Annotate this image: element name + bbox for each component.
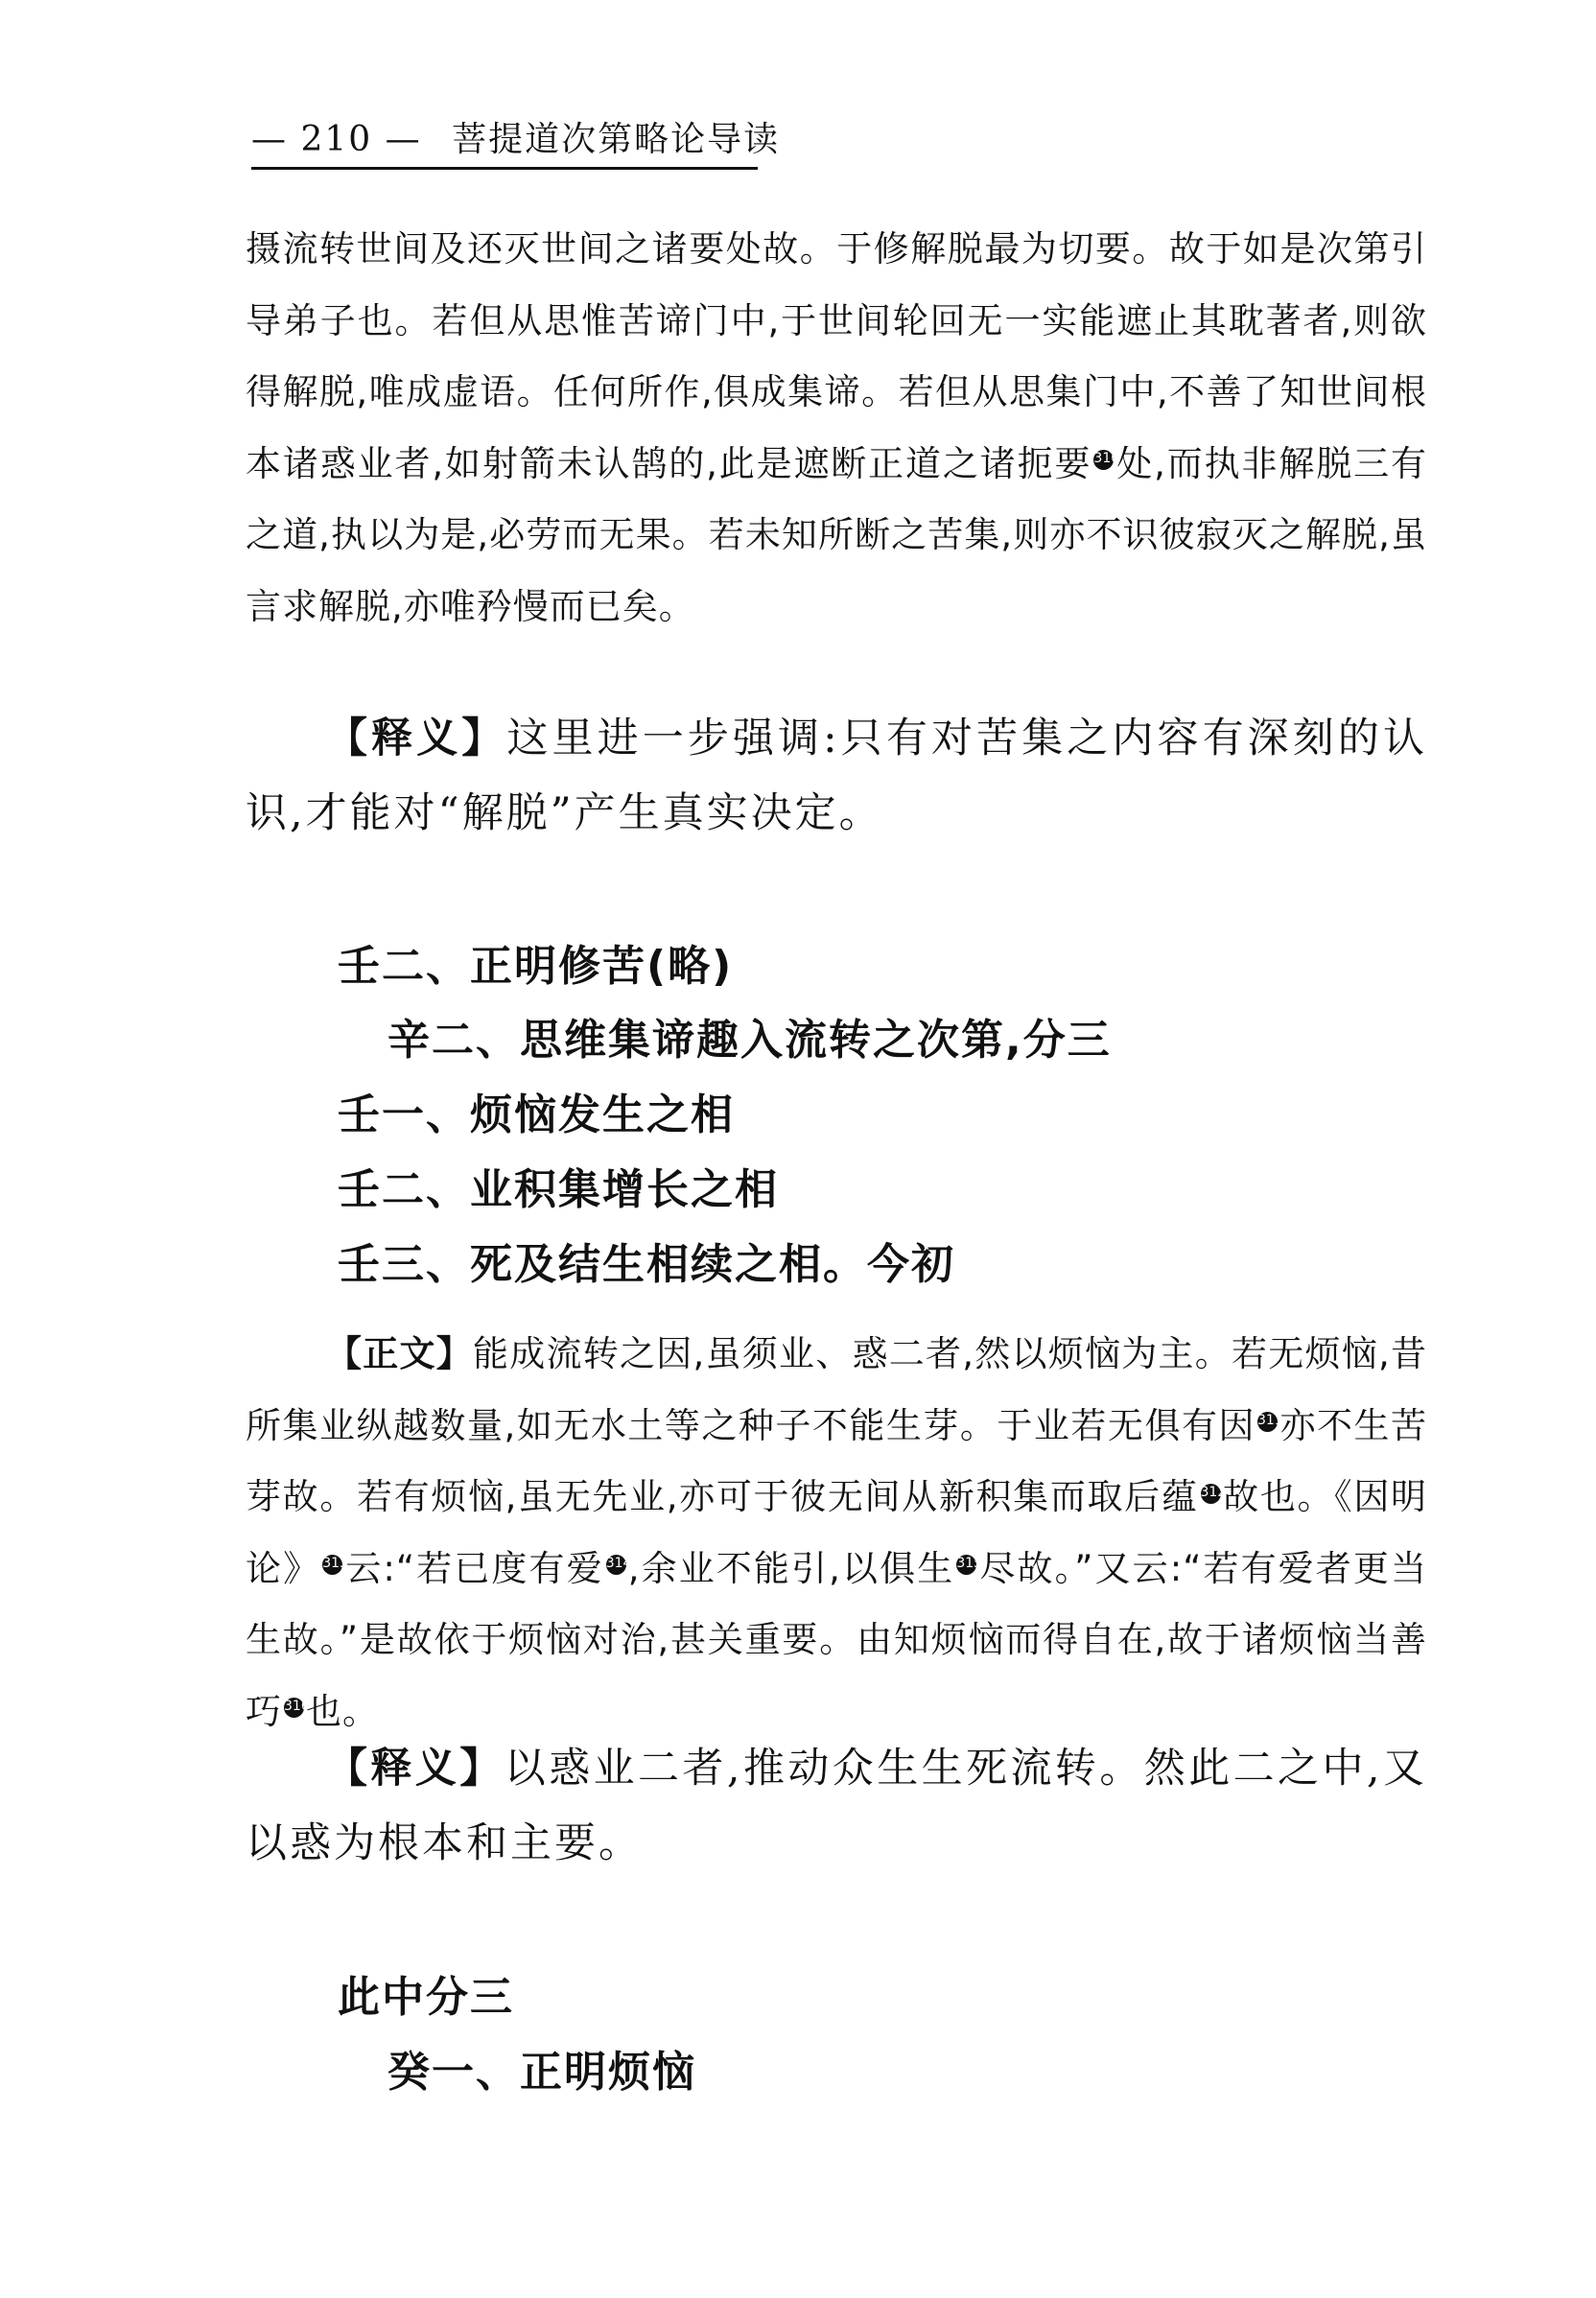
footnote-marker: 313 xyxy=(322,1555,342,1575)
footnote-marker: 316 xyxy=(284,1698,304,1718)
main-text-label: 【正文】 xyxy=(326,1333,473,1374)
page-number: — 210 — xyxy=(251,120,422,159)
commentary-paragraph: 【释义】这里进一步强调:只有对苦集之内容有深刻的认识,才能对“解脱”产生真实决定。 xyxy=(246,715,1427,837)
footnote-marker: 312 xyxy=(1201,1484,1221,1504)
heading-section-split: 此中分三 xyxy=(338,1973,514,2022)
heading-ren-2b: 壬二、业积集增长之相 xyxy=(338,1165,779,1214)
heading-ren-2: 壬二、正明修苦(略) xyxy=(338,942,734,991)
heading-ren-3: 壬三、死及结生相续之相。今初 xyxy=(338,1240,955,1289)
footnote-marker: 311 xyxy=(1257,1412,1278,1432)
footnote-marker: 315 xyxy=(956,1555,976,1575)
footnote-marker: 310 xyxy=(1093,450,1114,470)
heading-xin-2: 辛二、思维集谛趣入流转之次第,分三 xyxy=(387,1016,1112,1065)
commentary-paragraph-2: 【释义】以惑业二者,推动众生生死流转。然此二之中,又以惑为根本和主要。 xyxy=(246,1745,1428,1867)
heading-ren-1: 壬一、烦恼发生之相 xyxy=(338,1090,735,1139)
commentary-label: 【释义】 xyxy=(326,1745,505,1793)
main-text-paragraph: 【正文】能成流转之因,虽须业、惑二者,然以烦恼为主。若无烦恼,昔所集业纵越数量,如无水土等之种子不能生芽。于业若无俱有因 $^{311}$亦不生苦芽故。若有烦恼,虽无先业,亦可于彼无间从新积集而取后蕴 $^{312}$故也。《因明论》 $^{313}$云:“若已度有爱 $^{314}$,余业不能引,以俱生 $^{315}$尽故。”又云:“若有爱者更当生故。”是故依于烦恼对治,甚关重要。由知烦恼而得自在,故于诸烦恼当善巧 $^{316}$也。 xyxy=(246,1333,1427,1732)
main-text-continued: 摄流转世间及还灭世间之诸要处故。于修解脱最为切要。故于如是次第引导弟子也。若但从思惟苦谛门中,于世间轮回无一实能遮止其耽著者,则欲得解脱,唯成虚语。任何所作,俱成集谛。若但从思集门中,不善了知世间根本诸惑业者,如射箭未认鹄的,此是遮断正道之诸扼要 $^{310}$处,而执非解脱三有之道,执以为是,必劳而无果。若未知所断之苦集,则亦不识彼寂灭之解脱,虽言求解脱,亦唯矜慢而已矣。 xyxy=(246,228,1427,627)
book-title: 菩提道次第略论导读 xyxy=(452,120,781,159)
footnote-marker: 314 xyxy=(606,1555,626,1575)
heading-gui-1: 癸一、正明烦恼 xyxy=(387,2048,696,2097)
commentary-label: 【释义】 xyxy=(326,715,507,762)
running-header xyxy=(251,113,781,170)
